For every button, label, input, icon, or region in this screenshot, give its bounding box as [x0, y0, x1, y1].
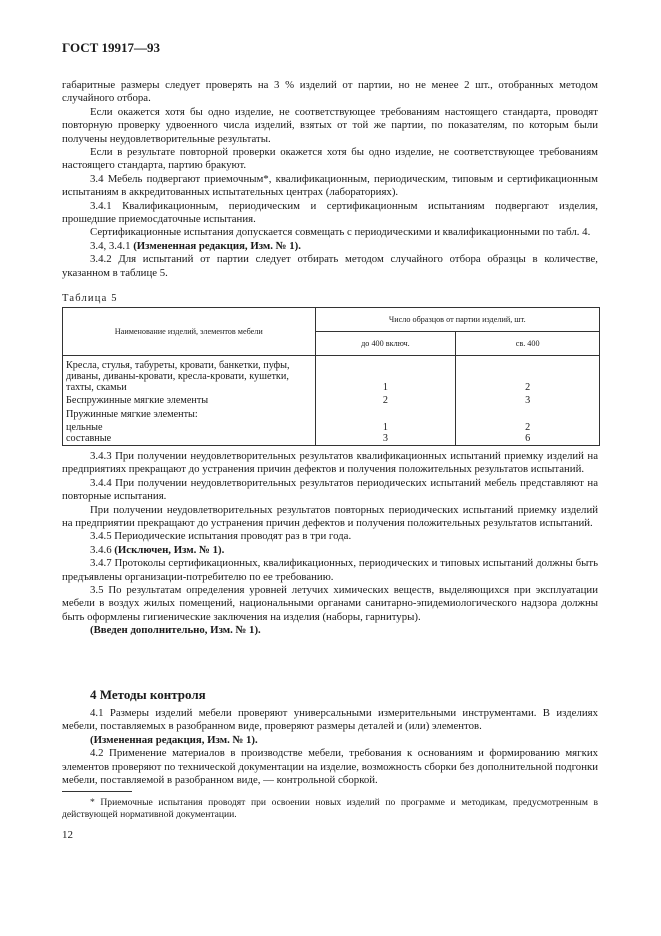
paragraph: [62, 240, 598, 253]
cell-a: [315, 406, 456, 420]
table-5: [62, 307, 600, 446]
cell-b: [456, 406, 600, 420]
col-header-b: св. 400: [456, 332, 600, 356]
paragraph: 3.5 По результатам определения уровней летучих химических веществ, выделяющихся при эксплуатации мебели в воздух жилых помещений, национальными органами санитарно-эпидемиологического надзора должны быть оформлены гигиенические заключения на изделия (наборы, гарнитуры).: [62, 584, 598, 623]
body-text-mid: [62, 450, 598, 638]
clause-ref: 3.4.6: [90, 543, 115, 556]
col-header-name: Наименование изделий, элементов мебели: [63, 308, 316, 356]
footnote: * Приемочные испытания проводят при освоении новых изделий по программе и методикам, предусмотренным в действующей нормативной документации.: [62, 797, 598, 821]
cell-b: 6: [456, 433, 600, 446]
cell-b: 3: [456, 393, 600, 406]
cell-name: Кресла, стулья, табуреты, кровати, банкетки, пуфы, диваны, диваны-кровати, кресла-кровати, кушетки, тахты, скамьи: [63, 356, 316, 394]
paragraph: 3.4.4 При получении неудовлетворительных результатов периодических испытаний мебель представляют на повторные испытания.: [62, 476, 598, 503]
paragraph: [62, 544, 598, 557]
cell-a: 2: [315, 393, 456, 406]
col-header-group: Число образцов от партии изделий, шт.: [315, 308, 599, 332]
amendment-note: (Измененная редакция, Изм. № 1).: [90, 733, 258, 746]
table-row: [63, 420, 600, 433]
table-row: [63, 433, 600, 446]
cell-a: 1: [315, 356, 456, 394]
body-text-section4: [62, 707, 598, 787]
paragraph: габаритные размеры следует проверять на 3 % изделий от партии, но не менее 2 шт., отобранных методом случайного отбора.: [62, 79, 598, 105]
paragraph: Если в результате повторной проверки окажется хотя бы одно изделие, не соответствующее требованиям настоящего стандарта, партию бракуют.: [62, 146, 598, 172]
paragraph: 3.4.5 Периодические испытания проводят раз в три года.: [90, 530, 352, 543]
page-number: 12: [62, 829, 73, 841]
cell-name: Беспружинные мягкие элементы: [63, 393, 316, 406]
clause-ref: 3.4, 3.4.1: [90, 239, 134, 252]
cell-name: составные: [63, 433, 316, 446]
paragraph: 3.4.7 Протоколы сертификационных, квалификационных, периодических и типовых испытаний должны быть предъявлены организации-потребителю по ее требованию.: [62, 557, 598, 583]
paragraph: Сертификационные испытания допускается совмещать с периодическими и квалификационными по табл. 4.: [90, 226, 591, 239]
amendment-note: (Введен дополнительно, Изм. № 1).: [90, 624, 261, 637]
col-header-a: до 400 включ.: [315, 332, 456, 356]
paragraph: 3.4.1 Квалификационным, периодическим и сертификационным испытаниям подвергают изделия, прошедшие приемосдаточные испытания.: [62, 199, 598, 226]
table-row: [63, 393, 600, 406]
cell-b: 2: [456, 356, 600, 394]
cell-b: 2: [456, 420, 600, 433]
amendment-note: (Исключен, Изм. № 1).: [114, 543, 225, 556]
paragraph: Если окажется хотя бы одно изделие, не соответствующее требованиям настоящего стандарта, проводят повторную проверку удвоенного числа изделий, взятых от той же партии, по показателям, по которым были получены неудовлетворительные результаты.: [62, 105, 598, 145]
cell-a: 1: [315, 420, 456, 433]
paragraph: 3.4.2 Для испытаний от партии следует отбирать методом случайного отбора образцы в количестве, указанном в таблице 5.: [62, 253, 598, 279]
paragraph: 3.4.3 При получении неудовлетворительных результатов квалификационных испытаний приемку изделий на предприятиях прекращают до устранения причин дефектов и получения положительных результатов испытаний.: [62, 450, 598, 476]
paragraph: 3.4 Мебель подвергают приемочным*, квалификационным, периодическим, типовым и сертификационным испытаниям в аккредитованных испытательных центрах (лабораториях).: [62, 172, 598, 199]
cell-name: цельные: [63, 420, 316, 433]
body-text-top: [62, 79, 598, 280]
doc-header: ГОСТ 19917—93: [62, 40, 161, 55]
amendment-note: (Измененная редакция, Изм. № 1).: [133, 239, 301, 252]
footnote-divider: [62, 791, 132, 792]
paragraph: 4.1 Размеры изделий мебели проверяют универсальными измерительными инструментами. В изделиях мебели, поставляемых в разобранном виде, проверяют размеры деталей и (или) элементов.: [62, 707, 598, 733]
table-row: [63, 356, 600, 394]
paragraph: 4.2 Применение материалов в производстве мебели, требования к основаниям и формированию мягких элементов проверяют по технической документации на изделие, возможность сборки без дополнительной подгонки мебели, поставляемой в разобранном виде, — контрольной сборкой.: [62, 747, 598, 787]
cell-name: Пружинные мягкие элементы:: [63, 406, 316, 420]
paragraph: При получении неудовлетворительных результатов повторных периодических испытаний приемку изделий на предприятии прекращают до устранения причин дефектов и получения положительных результатов испытаний.: [62, 503, 598, 530]
table-row: [63, 406, 600, 420]
section-heading: 4 Методы контроля: [90, 687, 206, 702]
table-caption: Таблица 5: [62, 293, 118, 304]
cell-a: 3: [315, 433, 456, 446]
